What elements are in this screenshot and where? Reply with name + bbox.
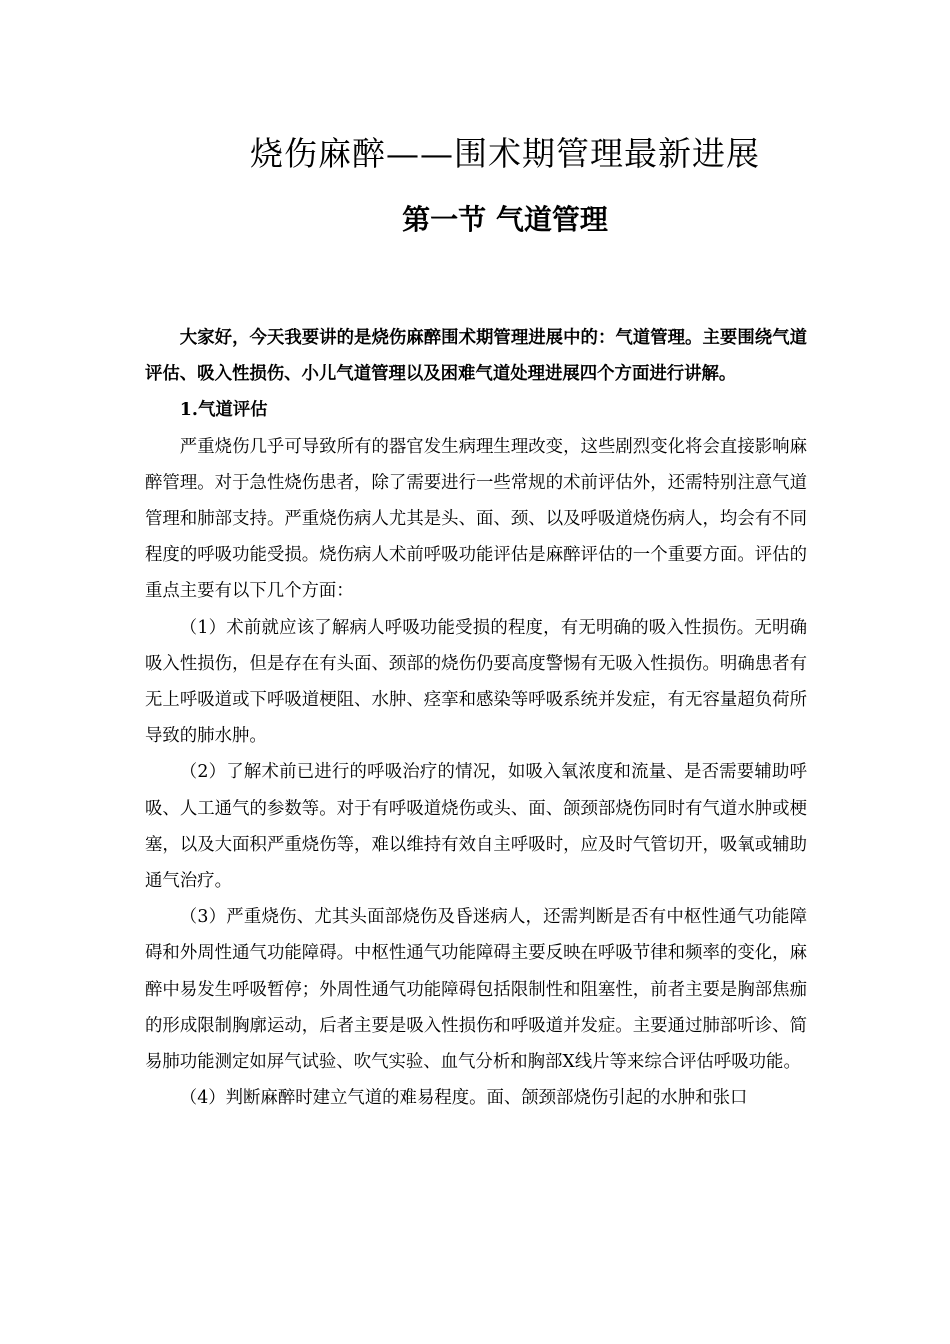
document-body <box>145 320 807 1116</box>
intro-paragraph: 大家好，今天我要讲的是烧伤麻醉围术期管理进展中的：气道管理。主要围绕气道评估、吸入性损伤、小儿气道管理以及困难气道处理进展四个方面进行讲解。 <box>145 328 807 385</box>
body-paragraph: （1）术前就应该了解病人呼吸功能受损的程度，有无明确的吸入性损伤。无明确吸入性损伤，但是存在有头面、颈部的烧伤仍要高度警惕有无吸入性损伤。明确患者有无上呼吸道或下呼吸道梗阻、水肿、痉挛和感染等呼吸系统并发症，有无容量超负荷所导致的肺水肿。 <box>145 617 807 747</box>
section-title: 第一节 气道管理 <box>402 203 608 236</box>
document-title: 烧伤麻醉——围术期管理最新进展 <box>250 134 760 173</box>
subsection-heading: 1.气道评估 <box>179 400 268 421</box>
body-paragraph: （4）判断麻醉时建立气道的难易程度。面、颌颈部烧伤引起的水肿和张口 <box>179 1088 748 1109</box>
body-paragraph: 严重烧伤几乎可导致所有的器官发生病理生理改变，这些剧烈变化将会直接影响麻醉管理。对于急性烧伤患者，除了需要进行一些常规的术前评估外，还需特别注意气道管理和肺部支持。严重烧伤病人尤其是头、面、颈、以及呼吸道烧伤病人，均会有不同程度的呼吸功能受损。烧伤病人术前呼吸功能评估是麻醉评估的一个重要方面。评估的重点主要有以下几个方面： <box>145 436 807 602</box>
body-paragraph: （2）了解术前已进行的呼吸治疗的情况，如吸入氧浓度和流量、是否需要辅助呼吸、人工通气的参数等。对于有呼吸道烧伤或头、面、颌颈部烧伤同时有气道水肿或梗塞，以及大面积严重烧伤等，难以维持有效自主呼吸时，应及时气管切开，吸氧或辅助通气治疗。 <box>145 762 807 892</box>
body-paragraph: （3）严重烧伤、尤其头面部烧伤及昏迷病人，还需判断是否有中枢性通气功能障碍和外周性通气功能障碍。中枢性通气功能障碍主要反映在呼吸节律和频率的变化，麻醉中易发生呼吸暂停；外周性通气功能障碍包括限制性和阻塞性，前者主要是胸部焦痂的形成限制胸廓运动，后者主要是吸入性损伤和呼吸道并发症。主要通过肺部听诊、简易肺功能测定如屏气试验、吹气实验、血气分析和胸部X线片等来综合评估呼吸功能。 <box>145 907 807 1073</box>
